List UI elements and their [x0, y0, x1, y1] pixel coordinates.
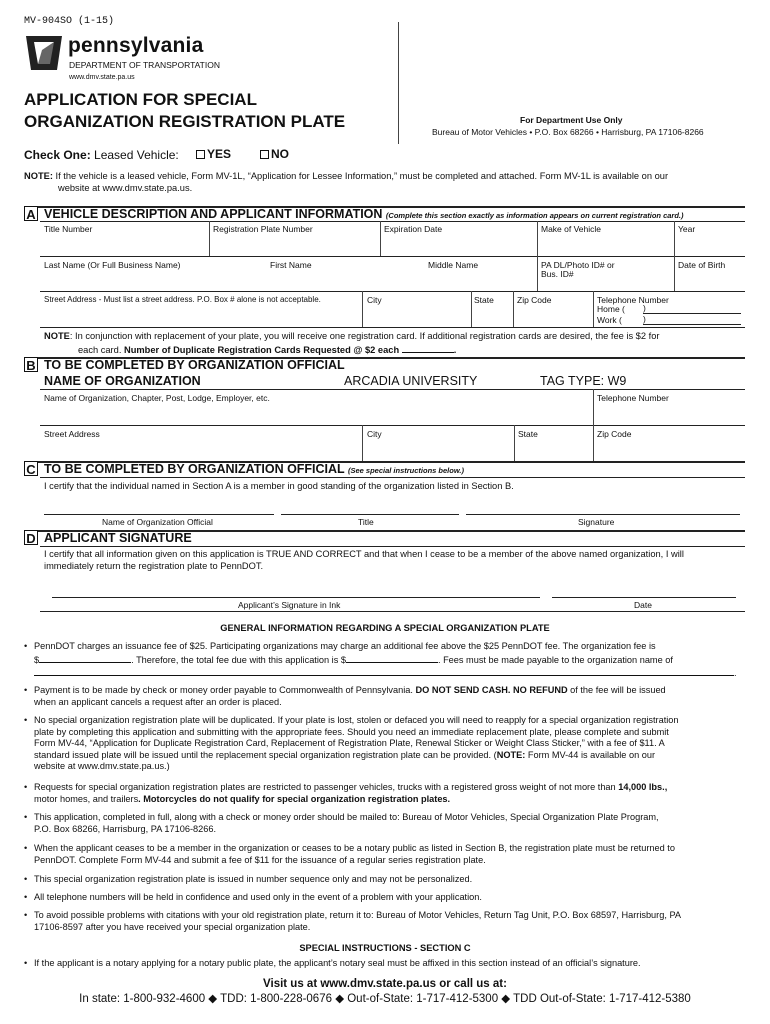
pa-dl-field[interactable] [590, 262, 670, 289]
vehicle-types-line1: Requests for special organization registration plates are restricted to passenger vehicles, trucks with a registered gross weight of not more than [34, 782, 619, 792]
top-note-text: If the vehicle is a leased vehicle, Form MV-1L, “Application for Lessee Information,” must be completed and attached. Form MV-1L is available on our [55, 171, 669, 181]
check-one-row [24, 148, 179, 162]
city-label: City [367, 295, 382, 305]
applicant-signature-label: Applicant’s Signature in Ink [238, 600, 341, 610]
cease-line1: When the applicant ceases to be a member in the organization or ceases to be a notary public as listed in Section B, the registration plate must be returned to [34, 843, 675, 853]
reg-plate-number-label: Registration Plate Number [213, 224, 313, 234]
special-instructions-heading: SPECIAL INSTRUCTIONS - SECTION C [299, 943, 471, 953]
section-a-title-text: VEHICLE DESCRIPTION AND APPLICANT INFORMATION [44, 207, 383, 221]
work-phone-field[interactable]: ) [643, 314, 741, 325]
make-of-vehicle-field[interactable] [541, 234, 671, 254]
pa-dl-label-1: PA DL/Photo ID# or [541, 260, 615, 270]
middle-name-label: Middle Name [428, 260, 479, 270]
cease-line2: PennDOT. Complete Form MV-44 and submit a fee of $11 for the issuance of a regular series registration plate. [34, 854, 486, 865]
make-of-vehicle-label: Make of Vehicle [541, 224, 602, 234]
info-bullet-payment: • Payment is to be made by check or money order payable to Commonwealth of Pennsylvania. DO NOT SEND CASH. NO REFUND of the fee will be issued when an applicant cancels a request after an order is placed. [24, 685, 744, 708]
date-of-birth-field[interactable] [678, 272, 742, 289]
info-bullet-return-plate: • To avoid possible problems with citations with your old registration plate, return it to: Bureau of Motor Vehicles, Return Tag Unit, P.O. Box 68597, Harrisburg, PA 17106-8597 after you have received your special organization plate. [24, 910, 744, 933]
name-field[interactable] [44, 272, 534, 289]
section-b-letter: B [24, 357, 38, 372]
dept-use-label: For Department Use Only [520, 115, 623, 125]
official-signature-field[interactable] [466, 498, 740, 515]
info-bullet-confidential: • All telephone numbers will be held in confidence and used only in the event of a problem with your application. [24, 892, 744, 904]
notary-text: If the applicant is a notary applying for a notary public plate, the applicant’s notary seal must be affixed in this section instead of an official’s signature. [34, 958, 641, 968]
mailing-line1: This application, completed in full, along with a check or money order should be mailed to: Bureau of Motor Vehicles, Special Organization Plate Program, [34, 812, 659, 822]
section-c-letter: C [24, 461, 38, 476]
org-city-field[interactable] [367, 440, 511, 459]
dup-note-label: NOTE: [496, 749, 526, 760]
fees-end: . [734, 668, 737, 679]
section-d-title: APPLICANT SIGNATURE [44, 531, 192, 545]
agency-department: DEPARTMENT OF TRANSPORTATION [69, 60, 220, 70]
leased-vehicle-question: Leased Vehicle: [94, 148, 179, 162]
org-name-heading: NAME OF ORGANIZATION [44, 374, 201, 388]
first-name-label: First Name [270, 260, 312, 270]
section-d-certify-line2: immediately return the registration plate to PennDOT. [44, 561, 264, 571]
section-a-letter: A [24, 206, 38, 221]
applicant-signature-field[interactable] [52, 582, 540, 598]
info-bullet-vehicle-types: • Requests for special organization registration plates are restricted to passenger vehicles, trucks with a registered gross weight of not more than 14,000 lbs., motor homes, and trailers. Motorcycles do not qualify for special organization registration plates. [24, 782, 668, 804]
special-bullet-notary: • If the applicant is a notary applying for a notary public plate, the applicant’s notary seal must be affixed in this section instead of an official’s signature. [24, 958, 744, 970]
street-address-label: Street Address - Must list a street address. P.O. Box # alone is not acceptable. [44, 295, 321, 304]
return-line2: 17106-8597 after you have received your special organization plate. [34, 921, 311, 932]
info-bullet-cease-member: • When the applicant ceases to be a member in the organization or ceases to be a notary public as listed in Section B, the registration plate must be returned to PennDOT. Complete Form MV-44 and submit a fee of $11 for the issuance of a regular series registration plate. [24, 843, 744, 866]
weight-limit: 14,000 lbs., [618, 782, 668, 792]
keystone-logo-icon [24, 34, 64, 72]
no-option[interactable] [260, 147, 289, 161]
payment-refund-text: of the fee will be issued [567, 685, 666, 695]
org-telephone-label: Telephone Number [597, 393, 669, 403]
date-of-birth-label: Date of Birth [678, 260, 726, 270]
vehicle-types-line2: motor homes, and trailers [34, 793, 139, 804]
org-state-label: State [518, 429, 538, 439]
applicant-date-field[interactable] [552, 582, 736, 598]
top-note-label: NOTE: [24, 171, 53, 181]
dup-line1: No special organization registration plate will be duplicated. If your plate is lost, stolen or defaced you will need to reapply for a special organization registration [34, 715, 679, 725]
fees-line1: PennDOT charges an issuance fee of $25. Participating organizations may charge an additional fee above the $25 PennDOT fee. The organization fee is [34, 641, 656, 651]
section-c-title-text: TO BE COMPLETED BY ORGANIZATION OFFICIAL [44, 462, 345, 476]
check-one-label: Check One: [24, 148, 91, 162]
section-a-instruction: (Complete this section exactly as information appears on current registration card.) [385, 211, 684, 220]
payment-line2: when an applicant cancels a request after an order is placed. [34, 696, 282, 707]
sequence-text: This special organization registration plate is issued in number sequence only and may not be personalized. [34, 874, 473, 884]
section-b-title: TO BE COMPLETED BY ORGANIZATION OFFICIAL [44, 358, 345, 372]
section-d-certify-line1: I certify that all information given on this application is TRUE AND CORRECT and that when I cease to be a member of the above named organization, I will [44, 549, 684, 559]
org-name-value: ARCADIA UNIVERSITY [344, 374, 478, 388]
dup-line5: website at www.dmv.state.pa.us.) [34, 761, 170, 772]
payment-text: Payment is to be made by check or money order payable to Commonwealth of Pennsylvania. [34, 685, 416, 695]
org-street-field[interactable] [44, 440, 359, 459]
no-cash-text: DO NOT SEND CASH. NO REFUND [415, 685, 568, 695]
section-a-note-line2 [78, 343, 456, 355]
title-number-label: Title Number [44, 224, 93, 234]
no-label: NO [271, 147, 289, 161]
fees-total-text: . Therefore, the total fee due with this application is $ [131, 654, 346, 665]
mailing-line2: P.O. Box 68266, Harrisburg, PA 17106-8266. [34, 823, 216, 834]
info-bullet-sequence: • This special organization registration plate is issued in number sequence only and may not be personalized. [24, 874, 744, 886]
year-label: Year [678, 224, 696, 234]
dup-line3: Form MV-44, “Application for Duplicate Registration Card, Replacement of Registration Plate, Renewal Sticker or Weight Class Sticker,” with a fee of $11. A [34, 738, 665, 749]
state-field[interactable] [474, 306, 510, 325]
telephone-label: Telephone Number [597, 295, 669, 305]
note-period: . [453, 345, 457, 355]
form-number: MV-904SO (1-15) [24, 16, 115, 27]
section-c-instruction: (See special instructions below.) [347, 466, 464, 475]
section-c-certify: I certify that the individual named in Section A is a member in good standing of the organization listed in Section B. [44, 481, 514, 491]
org-zip-field[interactable] [597, 440, 742, 459]
duplicate-cards-label: Number of Duplicate Registration Cards Requested @ $2 each [124, 345, 400, 355]
form-title-line2: ORGANIZATION REGISTRATION PLATE [24, 112, 346, 131]
zip-field[interactable] [517, 306, 590, 325]
pa-dl-label-2: Bus. ID# [541, 269, 574, 279]
section-a-note-line1 [44, 331, 659, 341]
home-phone-label: Home ( [597, 304, 625, 314]
dup-note-text: Form MV-44 is available on our [525, 749, 656, 760]
state-label: State [474, 295, 494, 305]
yes-label: YES [207, 147, 232, 161]
org-fee-field[interactable] [39, 653, 131, 663]
payable-org-field[interactable] [34, 666, 734, 676]
zip-label: Zip Code [517, 295, 552, 305]
org-city-label: City [367, 429, 382, 439]
return-line1: To avoid possible problems with citations with your old registration plate, return it to: Bureau of Motor Vehicles, Return Tag Unit, P.O. Box 68597, Harrisburg, PA [34, 910, 682, 920]
section-a-note-text: : In conjunction with replacement of your plate, you will receive one registration card. If additional registration cards are desired, the fee is $2 for [69, 331, 660, 341]
org-state-field[interactable] [518, 440, 590, 459]
applicant-date-label: Date [634, 600, 652, 610]
section-a-title [44, 207, 684, 221]
top-note-line1 [24, 171, 668, 181]
top-note-line2: website at www.dmv.state.pa.us. [58, 183, 193, 193]
org-street-label: Street Address [44, 429, 100, 439]
dept-address: Bureau of Motor Vehicles • P.O. Box 68266 • Harrisburg, PA 17106-8266 [432, 127, 704, 137]
expiration-date-field[interactable] [384, 234, 534, 254]
info-bullet-mailing: • This application, completed in full, along with a check or money order should be mailed to: Bureau of Motor Vehicles, Special Organization Plate Program, P.O. Box 68266, Harrisburg, PA 17106-8266. [24, 812, 744, 835]
total-fee-field[interactable] [346, 653, 438, 663]
work-phone-label: Work ( [597, 315, 622, 325]
general-info-heading: GENERAL INFORMATION REGARDING A SPECIAL ORGANIZATION PLATE [220, 623, 550, 633]
note-each-card: each card. [78, 345, 124, 355]
official-name-field[interactable] [44, 498, 274, 515]
yes-checkbox[interactable] [196, 150, 205, 159]
no-checkbox[interactable] [260, 150, 269, 159]
reg-plate-number-field[interactable] [213, 234, 376, 254]
duplicate-cards-field[interactable] [402, 343, 454, 353]
fees-dollar: $ [34, 654, 40, 665]
fees-payable-text: . Fees must be made payable to the organization name of [437, 654, 673, 665]
confidential-text: All telephone numbers will be held in confidence and used only in the event of a problem with your application. [34, 892, 482, 902]
year-field[interactable] [678, 234, 742, 254]
expiration-date-label: Expiration Date [384, 224, 443, 234]
last-name-label: Last Name (Or Full Business Name) [44, 260, 181, 270]
header-divider [398, 22, 399, 144]
section-c-title [44, 462, 464, 476]
org-name-label: Name of Organization, Chapter, Post, Lodge, Employer, etc. [44, 393, 270, 403]
agency-url: www.dmv.state.pa.us [69, 74, 135, 81]
street-address-field[interactable] [44, 306, 359, 325]
dup-line4: standard issued plate will be issued until the replacement special organization registration plate can be provided. ( [34, 749, 497, 760]
official-title-field[interactable] [281, 498, 459, 515]
footer-visit: Visit us at www.dmv.state.pa.us or call us at: [263, 978, 507, 990]
footer-phones: In state: 1-800-932-4600 ◆ TDD: 1-800-228-0676 ◆ Out-of-State: 1-717-412-5300 ◆ TDD Out-of-State: 1-717-412-5380 [79, 993, 691, 1005]
dup-line2: plate by completing this application and submitting with the appropriate fees. Should you need an immediate replacement plate, please complete and submit [34, 726, 669, 737]
org-name-field[interactable] [44, 404, 589, 423]
official-name-label: Name of Organization Official [102, 517, 213, 527]
form-title-line1: APPLICATION FOR SPECIAL [24, 90, 257, 109]
title-number-field[interactable] [44, 234, 204, 254]
yes-option[interactable] [196, 147, 231, 161]
motorcycles-note: . Motorcycles do not qualify for special organization registration plates. [138, 793, 451, 804]
section-a-note-label: NOTE [44, 331, 70, 341]
tag-type: TAG TYPE: W9 [540, 374, 627, 388]
agency-name: pennsylvania [68, 34, 204, 57]
city-field[interactable] [367, 306, 467, 325]
official-signature-label: Signature [578, 517, 615, 527]
info-bullet-duplicates: • No special organization registration plate will be duplicated. If your plate is lost, stolen or defaced you will need to reapply for a special organization registration plate by completing this application and submitting with the appropriate fees. Should you need an immediate replacement plate, please complete and submit Form MV-44, “Application for Duplicate Registration Card, Replacement of Registration Plate, Renewal Sticker or Weight Class Sticker,” with a fee of $11. A standard issued plate will be issued until the replacement special organization registration plate can be provided. (NOTE: Form MV-44 is available on our website at www.dmv.state.pa.us.) [24, 715, 744, 773]
section-d-letter: D [24, 530, 38, 545]
org-telephone-field[interactable] [597, 404, 742, 423]
home-phone-field[interactable]: ) [643, 303, 741, 314]
official-title-label: Title [358, 517, 374, 527]
info-bullet-fees: • PennDOT charges an issuance fee of $25. Participating organizations may charge an additional fee above the $25 PennDOT fee. The organization fee is $ . Therefore, the total fee due with this application is $ . Fees must be made payable to the organization name of . [24, 641, 744, 680]
org-zip-label: Zip Code [597, 429, 632, 439]
